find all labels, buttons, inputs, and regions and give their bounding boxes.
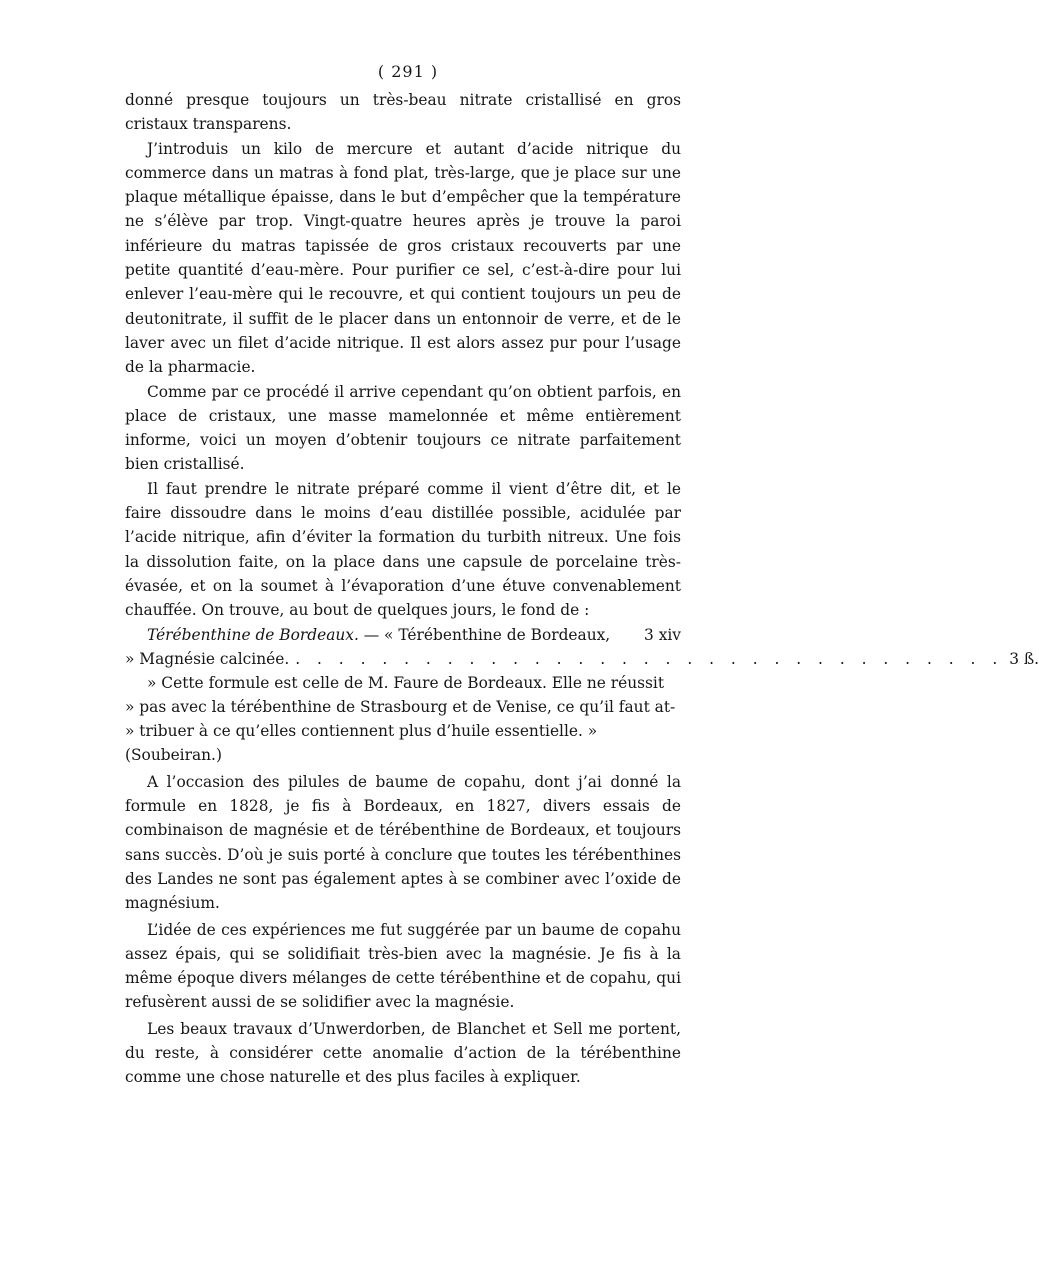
formula-ingredient-1: — « Térébenthine de Bordeaux, — [358, 625, 611, 644]
paragraph-conclusion: Les beaux travaux d’Unwerdorben, de Blanchet et Sell me portent, du reste, à considérer cette anomalie d’action de la térébenthine comme une chose naturelle et des plus faciles à expliquer. — [125, 1019, 681, 1087]
quote-line-1: » Cette formule est celle de M. Faure de Bordeaux. Elle ne réussit — [147, 673, 665, 692]
formula-quantity-2: 3 ß. — [1009, 649, 1039, 668]
quote-line-3: » tribuer à ce qu’elles contiennent plus d’huile essentielle. » (Soubeiran.) — [125, 722, 598, 765]
page-number: ( 291 ) — [377, 62, 439, 81]
paragraph-copahu-pills: A l’occasion des pilules de baume de copahu, dont j’ai donné la formule en 1828, je fis à Bordeaux, en 1827, divers essais de combinaison de magnésie et de térébenthine de Bordeaux, et toujours sans succès. D’où je suis porté à conclure que toutes les térébenthines des Landes ne sont pas également aptes à se combiner avec l’oxide de magnésium. — [125, 772, 681, 913]
quote-line-2: » pas avec la térébenthine de Strasbourg et de Venise, ce qu’il faut at- — [125, 697, 676, 716]
formula-ingredient-2: » Magnésie calcinée. — [125, 649, 290, 668]
paragraph-mercury-method: J’introduis un kilo de mercure et autant d’acide nitrique du commerce dans un matras à fond plat, très-large, que je place sur une plaque métallique épaisse, dans le but d’empêcher que la température ne s’élève par trop. Vingt-quatre heures après je trouve la paroi inférieure du matras tapissée de gros cristaux recouverts par une petite quantité d’eau-mère. Pour purifier ce sel, c’est-à-dire pour lui enlever l’eau-mère qui le recouvre, et qui contient toujours un peu de deutonitrate, il suffit de le placer dans un entonnoir de verre, et de le laver avec un filet d’acide nitrique. Il est alors assez pur pour l’usage de la pharmacie. — [125, 139, 681, 377]
paragraph-alternative: Comme par ce procédé il arrive cependant qu’on obtient parfois, en place de cristaux, une masse mamelonnée et même entièrement informe, voici un moyen d’obtenir toujours ce nitrate parfaitement bien cristallisé. — [125, 382, 681, 474]
formula-quantity-1: 3 xiv — [644, 625, 681, 644]
paragraph-continuation: donné presque toujours un très-beau nitrate cristallisé en gros cristaux transparens. — [125, 91, 681, 134]
formula-title: Térébenthine de Bordeaux. — [147, 625, 359, 644]
leader-dots: . . . . . . . . . . . . . . . . . . . . . . . . . . . . . . . . . — [295, 649, 1004, 668]
quote-soubeiran — [125, 671, 681, 768]
formula-line-terebenthine — [125, 623, 681, 647]
paragraph-dissolution: Il faut prendre le nitrate préparé comme il vient d’être dit, et le faire dissoudre dans le moins d’eau distillée possible, acidulée par l’acide nitrique, afin d’éviter la formation du turbith nitreux. Une fois la dissolution faite, on la place dans une capsule de porcelaine très-évasée, et on la soumet à l’évaporation d’une étuve convenablement chauffée. On trouve, au bout de quelques jours, le fond de : — [125, 479, 681, 620]
formula-line-magnesie — [125, 647, 1039, 671]
paragraph-experiments: L’idée de ces expériences me fut suggérée par un baume de copahu assez épais, qui se solidifiait très-bien avec la magnésie. Je fis à la même époque divers mélanges de cette térébenthine et de copahu, qui refusèrent aussi de se solidifier avec la magnésie. — [125, 920, 681, 1012]
page-body — [125, 62, 1039, 1090]
